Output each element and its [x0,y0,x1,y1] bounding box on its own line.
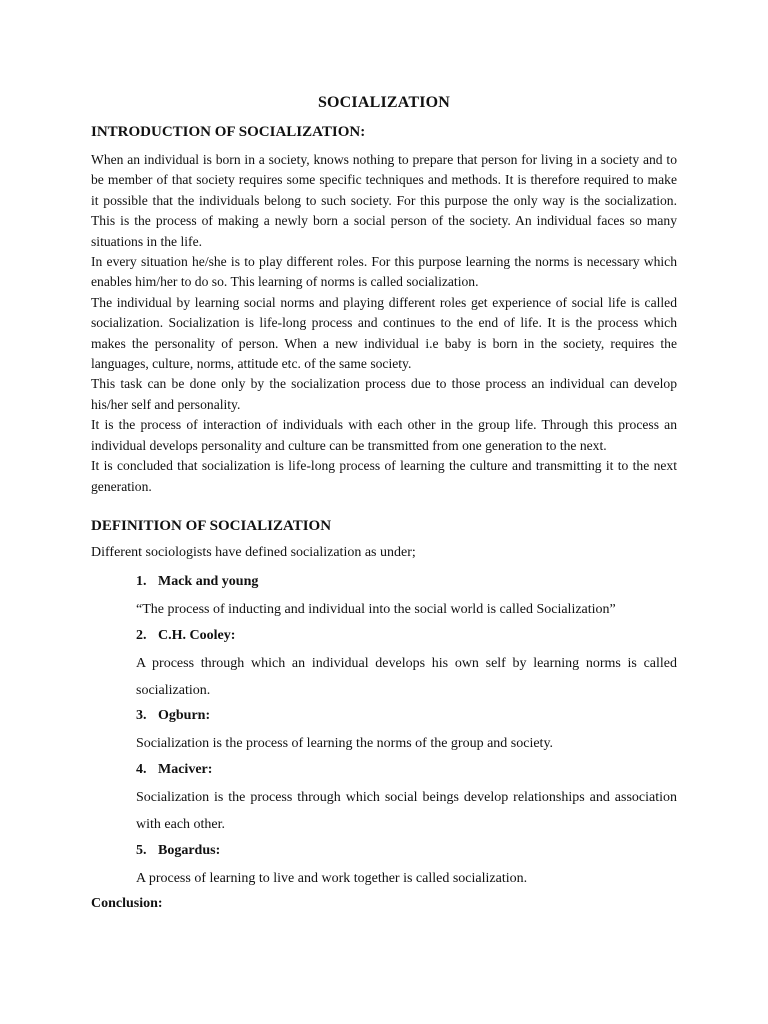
definition-name [136,762,677,778]
intro-body [91,150,677,497]
definition-heading: DEFINITION OF SOCIALIZATION [91,518,332,534]
definition-item [136,843,677,892]
definition-name [136,708,677,724]
definition-text: Socialization is the process of learning the norms of the group and society. [136,736,554,751]
definition-number: 4. [136,762,147,777]
definition-item [136,574,677,623]
definition-author: C.H. Cooley: [158,628,236,643]
definition-number: 3. [136,708,147,723]
definition-item [136,762,677,838]
intro-paragraph: It is the process of interaction of individuals with each other in the group life. Through this process an individual develops personality and culture can be transmitted from one generation to the next. [91,417,677,453]
definition-number: 1. [136,574,147,589]
intro-paragraph: It is concluded that socialization is life-long process of learning the culture and transmitting it to the next generation. [91,458,677,494]
intro-paragraph: In every situation he/she is to play different roles. For this purpose learning the norms is necessary which enables him/her to do so. This learning of norms is called socialization. [91,254,677,290]
definition-lead: Different sociologists have defined socialization as under; [91,545,416,560]
intro-paragraph: This task can be done only by the socialization process due to those process an individual can develop his/her self and personality. [91,376,677,412]
definition-item [136,628,677,704]
definition-text: A process of learning to live and work together is called socialization. [136,871,528,886]
intro-heading: INTRODUCTION OF SOCIALIZATION: [91,124,366,140]
definition-author: Ogburn: [158,708,211,723]
definition-author: Maciver: [158,762,213,777]
definition-text: Socialization is the process through which social beings develop relationships and association with each other. [136,790,677,832]
intro-paragraph: When an individual is born in a society, knows nothing to prepare that person for living in a society and to be member of that society requires some specific techniques and methods. It is therefore required to make it possible that the individuals belong to such society. For this purpose the only way is the socialization. This is the process of making a newly born a social person of the society. An individual faces so many situations in the life. [91,152,677,249]
definition-name [136,843,677,859]
document-title: SOCIALIZATION [317,94,451,111]
definition-name [136,574,677,590]
definition-author: Bogardus: [158,843,221,858]
definition-text: A process through which an individual develops his own self by learning norms is called socialization. [136,656,677,698]
definition-number: 2. [136,628,147,643]
intro-paragraph: The individual by learning social norms and playing different roles get experience of social life is called socialization. Socialization is life-long process and continues to the end of life. It is the process which makes the personality of person. When a new individual i.e baby is born in the society, requires the languages, culture, norms, attitude etc. of the same society. [91,294,677,372]
definition-item [136,708,677,757]
definition-name [136,628,677,644]
definition-number: 5. [136,843,147,858]
conclusion-heading: Conclusion: [91,896,163,911]
definition-author: Mack and young [158,574,259,589]
definition-text: “The process of inducting and individual into the social world is called Socialization” [136,602,616,617]
